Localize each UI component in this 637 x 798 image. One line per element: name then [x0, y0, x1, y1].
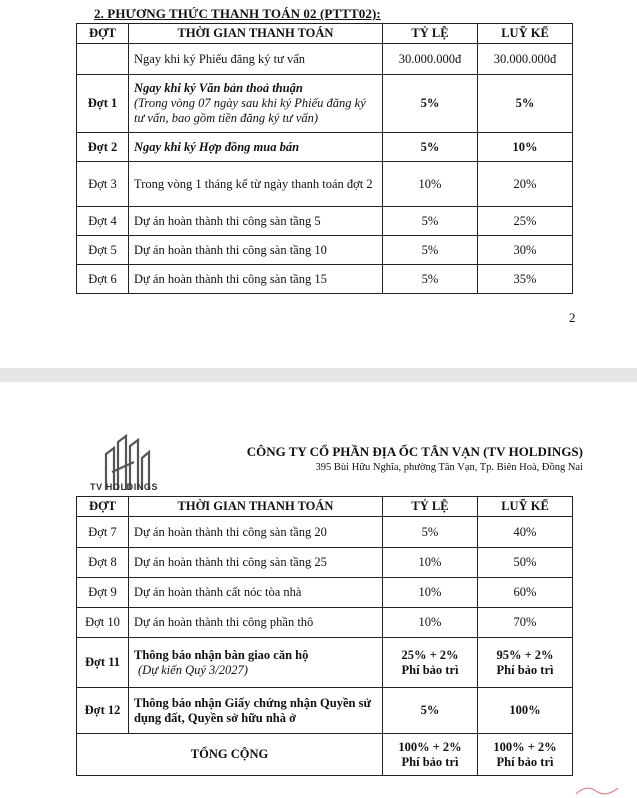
time-main-text: Ngay khi ký Văn bản thoả thuận: [134, 81, 303, 95]
dot-cell: Đợt 8: [77, 548, 129, 578]
time-note-text: (Trong vòng 07 ngày sau khi ký Phiếu đăng ký tư vấn, bao gồm tiền đăng ký tư vấn): [134, 96, 366, 125]
time-cell: Thông báo nhận Giấy chứng nhận Quyền sử dụng đất, Quyền sở hữu nhà ở: [129, 688, 383, 734]
table-row: [77, 236, 573, 265]
rate-cell: 10%: [383, 578, 478, 608]
header-rate: TỶ LỆ: [383, 24, 478, 44]
table-row: [77, 638, 573, 688]
table-row: [77, 608, 573, 638]
rate-cell: 5%: [383, 75, 478, 133]
rate-cell: 5%: [383, 236, 478, 265]
table-row: [77, 548, 573, 578]
total-rate-main: 100% + 2%: [398, 739, 462, 754]
cumulative-main-text: 95% + 2%: [496, 647, 554, 662]
payment-schedule-table-1: [76, 23, 573, 294]
cumulative-cell: 100%: [478, 688, 573, 734]
rate-main-text: 25% + 2%: [401, 647, 459, 662]
dot-cell: Đợt 10: [77, 608, 129, 638]
time-cell: Dự án hoàn thành thi công sàn tầng 20: [129, 517, 383, 548]
rate-cell: 5%: [383, 133, 478, 162]
rate-sub-text: Phí bảo trì: [401, 662, 459, 677]
total-rate-cell: [383, 734, 478, 776]
time-cell: Ngay khi ký Hợp đồng mua bán: [129, 133, 383, 162]
rate-cell: 10%: [383, 608, 478, 638]
table-header-row: [77, 24, 573, 44]
dot-cell: Đợt 6: [77, 265, 129, 294]
dot-cell: Đợt 2: [77, 133, 129, 162]
dot-cell: Đợt 5: [77, 236, 129, 265]
page-number: 2: [569, 310, 576, 325]
header-time: THỜI GIAN THANH TOÁN: [129, 24, 383, 44]
logo-text: TV HOLDINGS: [90, 482, 159, 492]
table-row: [77, 578, 573, 608]
rate-cell: 10%: [383, 548, 478, 578]
cumulative-cell: 60%: [478, 578, 573, 608]
table-row: [77, 133, 573, 162]
time-cell: [129, 638, 383, 688]
time-note-text: (Dự kiến Quý 3/2027): [138, 662, 248, 677]
rate-cell: [383, 638, 478, 688]
dot-cell: Đợt 4: [77, 207, 129, 236]
total-row: [77, 734, 573, 776]
time-cell: Dự án hoàn thành thi công sàn tầng 25: [129, 548, 383, 578]
cumulative-cell: 35%: [478, 265, 573, 294]
time-cell: Dự án hoàn thành thi công sàn tầng 15: [129, 265, 383, 294]
table-row: [77, 517, 573, 548]
dot-cell: Đợt 7: [77, 517, 129, 548]
table-header-row: [77, 497, 573, 517]
company-address: 395 Bùi Hữu Nghĩa, phường Tân Vạn, Tp. Biên Hoà, Đồng Nai: [315, 462, 583, 473]
total-rate-sub: Phí bảo trì: [401, 754, 459, 769]
header-dot: ĐỢT: [77, 24, 129, 44]
table-row: [77, 265, 573, 294]
table-row: [77, 44, 573, 75]
header-time: THỜI GIAN THANH TOÁN: [129, 497, 383, 517]
cumulative-cell: 30%: [478, 236, 573, 265]
table-row: [77, 162, 573, 207]
time-cell: Dự án hoàn thành thi công sàn tầng 5: [129, 207, 383, 236]
cumulative-cell: 20%: [478, 162, 573, 207]
total-label: TỔNG CỘNG: [77, 734, 383, 776]
total-cumulative-main: 100% + 2%: [493, 739, 557, 754]
dot-cell: Đợt 3: [77, 162, 129, 207]
cumulative-cell: 25%: [478, 207, 573, 236]
header-cumulative: LUỸ KẾ: [478, 24, 573, 44]
company-name: CÔNG TY CỔ PHẦN ĐỊA ỐC TÂN VẠN (TV HOLDINGS): [246, 444, 583, 459]
cumulative-cell: 10%: [478, 133, 573, 162]
ink-mark-icon: [572, 782, 622, 796]
rate-cell: 30.000.000đ: [383, 44, 478, 75]
section-heading: 2. PHƯƠNG THỨC THANH TOÁN 02 (PTTT02):: [94, 6, 381, 21]
header-dot: ĐỢT: [77, 497, 129, 517]
payment-schedule-table-2: [76, 496, 573, 776]
rate-cell: 5%: [383, 265, 478, 294]
dot-cell: Đợt 11: [77, 638, 129, 688]
time-cell: Trong vòng 1 tháng kể từ ngày thanh toán đợt 2: [129, 162, 383, 207]
table-row: [77, 75, 573, 133]
rate-cell: 5%: [383, 688, 478, 734]
dot-cell: Đợt 1: [77, 75, 129, 133]
document-page-2: [0, 382, 637, 798]
dot-cell: Đợt 12: [77, 688, 129, 734]
time-cell: [129, 75, 383, 133]
table-row: [77, 688, 573, 734]
document-page-1: [0, 0, 637, 368]
cumulative-cell: 5%: [478, 75, 573, 133]
table-row: [77, 207, 573, 236]
dot-cell: [77, 44, 129, 75]
cumulative-sub-text: Phí bảo trì: [496, 662, 554, 677]
time-cell: Dự án hoàn thành cất nóc tòa nhà: [129, 578, 383, 608]
cumulative-cell: 40%: [478, 517, 573, 548]
rate-cell: 5%: [383, 517, 478, 548]
time-cell: Dự án hoàn thành thi công sàn tầng 10: [129, 236, 383, 265]
header-rate: TỶ LỆ: [383, 497, 478, 517]
time-main-text: Thông báo nhận bàn giao căn hộ: [134, 647, 309, 662]
cumulative-cell: [478, 638, 573, 688]
dot-cell: Đợt 9: [77, 578, 129, 608]
page-separator: [0, 368, 637, 382]
rate-cell: 10%: [383, 162, 478, 207]
cumulative-cell: 70%: [478, 608, 573, 638]
total-cumulative-sub: Phí bảo trì: [496, 754, 554, 769]
cumulative-cell: 30.000.000đ: [478, 44, 573, 75]
time-cell: Dự án hoàn thành thi công phần thô: [129, 608, 383, 638]
time-cell: Ngay khi ký Phiếu đăng ký tư vấn: [129, 44, 383, 75]
header-cumulative: LUỸ KẾ: [478, 497, 573, 517]
total-cumulative-cell: [478, 734, 573, 776]
rate-cell: 5%: [383, 207, 478, 236]
cumulative-cell: 50%: [478, 548, 573, 578]
